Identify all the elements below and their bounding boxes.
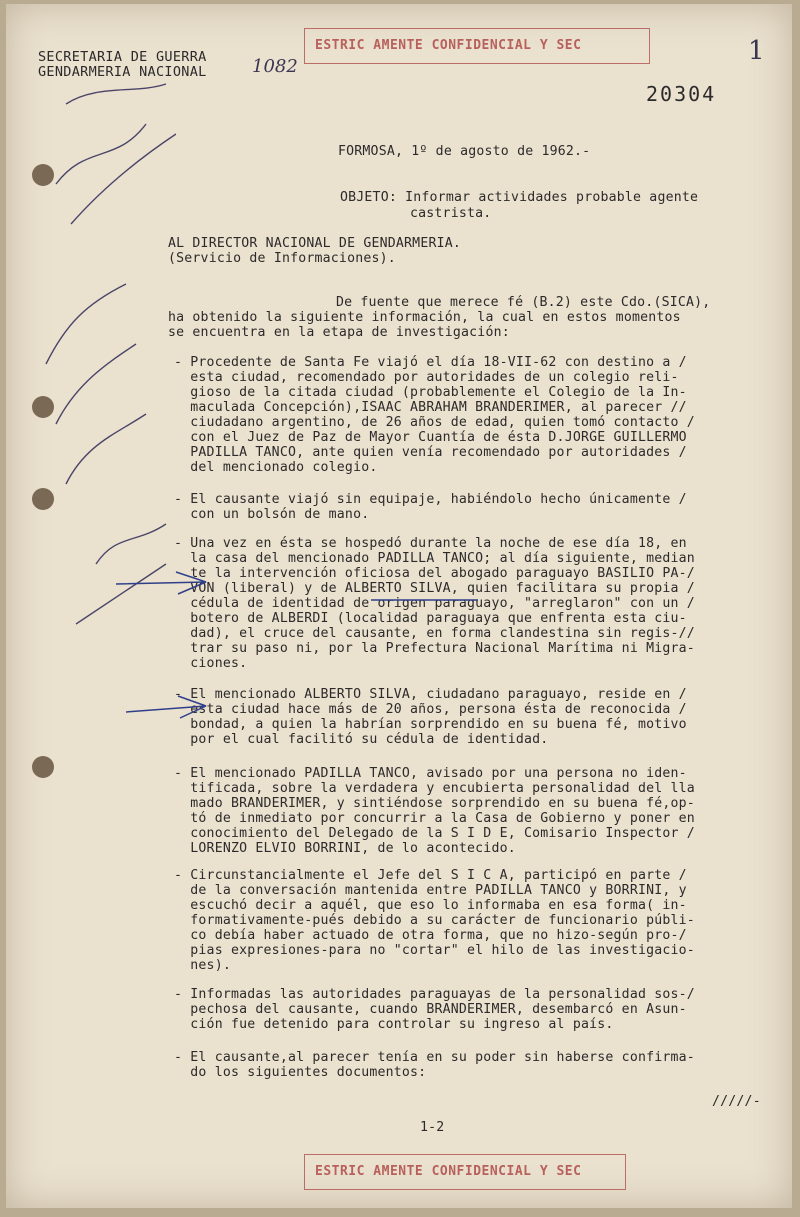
page-number: 1 <box>748 36 765 66</box>
item-3-line: ciones. <box>174 656 248 671</box>
document-number: 20304 <box>646 82 717 106</box>
item-3-line: la casa del mencionado PADILLA TANCO; al día siguiente, median <box>174 551 695 566</box>
item-5-line: mado BRANDERIMER, y sintiéndose sorprendido en su buena fé,op- <box>174 796 695 811</box>
item-6-line: de la conversación mantenida entre PADILLA TANCO y BORRINI, y <box>174 883 687 898</box>
letterhead-line-1: SECRETARIA DE GUERRA <box>38 49 207 65</box>
document-page <box>6 4 792 1208</box>
handwritten-reference: 1082 <box>252 56 298 77</box>
item-5-line: LORENZO ELVIO BORRINI, de lo acontecido. <box>174 841 516 856</box>
subject-line-1: Informar actividades probable agente <box>405 190 699 205</box>
item-7-line: pechosa del causante, cuando BRANDERIMER, desembarcó en Asun- <box>174 1002 687 1017</box>
item-1-line: gioso de la citada ciudad (probablemente el Colegio de la In- <box>174 385 687 400</box>
item-6-line: co debía haber actuado de otra forma, que no hizo-según pro-/ <box>174 928 687 943</box>
item-7-line: - Informadas las autoridades paraguayas de la personalidad sos-/ <box>174 987 695 1002</box>
letterhead-line-2: GENDARMERIA NACIONAL <box>38 64 207 80</box>
item-6-line: nes). <box>174 958 231 973</box>
item-1-line: - Procedente de Santa Fe viajó el día 18-VII-62 con destino a / <box>174 355 687 370</box>
item-6 <box>174 868 774 973</box>
item-5-line: - El mencionado PADILLA TANCO, avisado por una persona no iden- <box>174 766 687 781</box>
item-3-line: VON (liberal) y de ALBERTO SILVA, quien facilitara su propia / <box>174 581 695 596</box>
recipient-line-2: (Servicio de Informaciones). <box>168 251 396 266</box>
item-8 <box>174 1050 774 1080</box>
item-7-line: ción fue detenido para controlar su ingreso al país. <box>174 1017 614 1032</box>
punch-hole-2 <box>32 396 54 418</box>
item-1-line: ciudadano argentino, de 26 años de edad, quien tomó contacto / <box>174 415 695 430</box>
item-8-line: do los siguientes documentos: <box>174 1065 427 1080</box>
item-6-line: escuchó decir a aquél, que eso lo informaba en esa forma( in- <box>174 898 687 913</box>
item-1-line: con el Juez de Paz de Mayor Cuantía de ésta D.JORGE GUILLERMO <box>174 430 687 445</box>
place-date: FORMOSA, 1º de agosto de 1962.- <box>338 144 591 159</box>
item-1-line: PADILLA TANCO, ante quien venía recomendado por autoridades / <box>174 445 687 460</box>
item-3-line: te la intervención oficiosa del abogado paraguayo BASILIO PA-/ <box>174 566 695 581</box>
item-3-line: cédula de identidad de origen paraguayo, "arreglaron" con un / <box>174 596 695 611</box>
punch-hole-3 <box>32 488 54 510</box>
item-6-line: - Circunstancialmente el Jefe del S I C A, participó en parte / <box>174 868 687 883</box>
item-4-line: bondad, a quien la habrían sorprendido en su buena fé, motivo <box>174 717 687 732</box>
item-5-line: tó de inmediato por concurrir a la Casa de Gobierno y poner en <box>174 811 695 826</box>
item-1 <box>174 355 774 475</box>
continuation-mark: /////- <box>712 1094 761 1109</box>
intro-line-2: ha obtenido la siguiente información, la cual en estos momentos <box>168 310 681 325</box>
item-3-line: botero de ALBERDI (localidad paraguaya que enfrenta esta ciu- <box>174 611 687 626</box>
item-4-line: - El mencionado ALBERTO SILVA, ciudadano paraguayo, reside en / <box>174 687 687 702</box>
item-3-line: - Una vez en ésta se hospedó durante la noche de ese día 18, en <box>174 536 687 551</box>
subject-block <box>340 190 698 205</box>
item-3-line: trar su paso ni, por la Prefectura Nacional Marítima ni Migra- <box>174 641 695 656</box>
item-5-line: tificada, sobre la verdadera y encubierta personalidad del lla <box>174 781 695 796</box>
page-footer: 1-2 <box>420 1120 445 1135</box>
confidential-stamp-top: ESTRIC AMENTE CONFIDENCIAL Y SEC <box>304 28 650 64</box>
item-6-line: pias expresiones-para no "cortar" el hilo de las investigacio- <box>174 943 695 958</box>
item-1-line: esta ciudad, recomendado por autoridades de un colegio reli- <box>174 370 679 385</box>
item-6-line: formativamente-pués debido a su carácter de funcionario públi- <box>174 913 695 928</box>
punch-hole-1 <box>32 164 54 186</box>
item-5-line: conocimiento del Delegado de la S I D E, Comisario Inspector / <box>174 826 695 841</box>
item-4-line: por el cual facilitó su cédula de identidad. <box>174 732 549 747</box>
subject-line-2: castrista. <box>410 206 492 221</box>
item-1-line: maculada Concepción),ISAAC ABRAHAM BRANDERIMER, al parecer // <box>174 400 687 415</box>
confidential-stamp-bottom: ESTRIC AMENTE CONFIDENCIAL Y SEC <box>304 1154 626 1190</box>
item-2 <box>174 492 774 522</box>
item-4-line: esta ciudad hace más de 20 años, persona ésta de reconocida / <box>174 702 687 717</box>
item-2-line: con un bolsón de mano. <box>174 507 370 522</box>
item-2-line: - El causante viajó sin equipaje, habiéndolo hecho únicamente / <box>174 492 687 507</box>
item-8-line: - El causante,al parecer tenía en su poder sin haberse confirma- <box>174 1050 695 1065</box>
item-5 <box>174 766 774 856</box>
item-3-line: dad), el cruce del causante, en forma clandestina sin regis-// <box>174 626 695 641</box>
handwritten-markings <box>116 564 496 724</box>
intro-line-3: se encuentra en la etapa de investigación: <box>168 325 510 340</box>
item-7 <box>174 987 774 1032</box>
item-1-line: del mencionado colegio. <box>174 460 378 475</box>
punch-hole-4 <box>32 756 54 778</box>
subject-label: OBJETO: <box>340 190 397 205</box>
recipient-line-1: AL DIRECTOR NACIONAL DE GENDARMERIA. <box>168 236 462 251</box>
intro-line-1: De fuente que merece fé (B.2) este Cdo.(SICA), <box>336 295 711 310</box>
